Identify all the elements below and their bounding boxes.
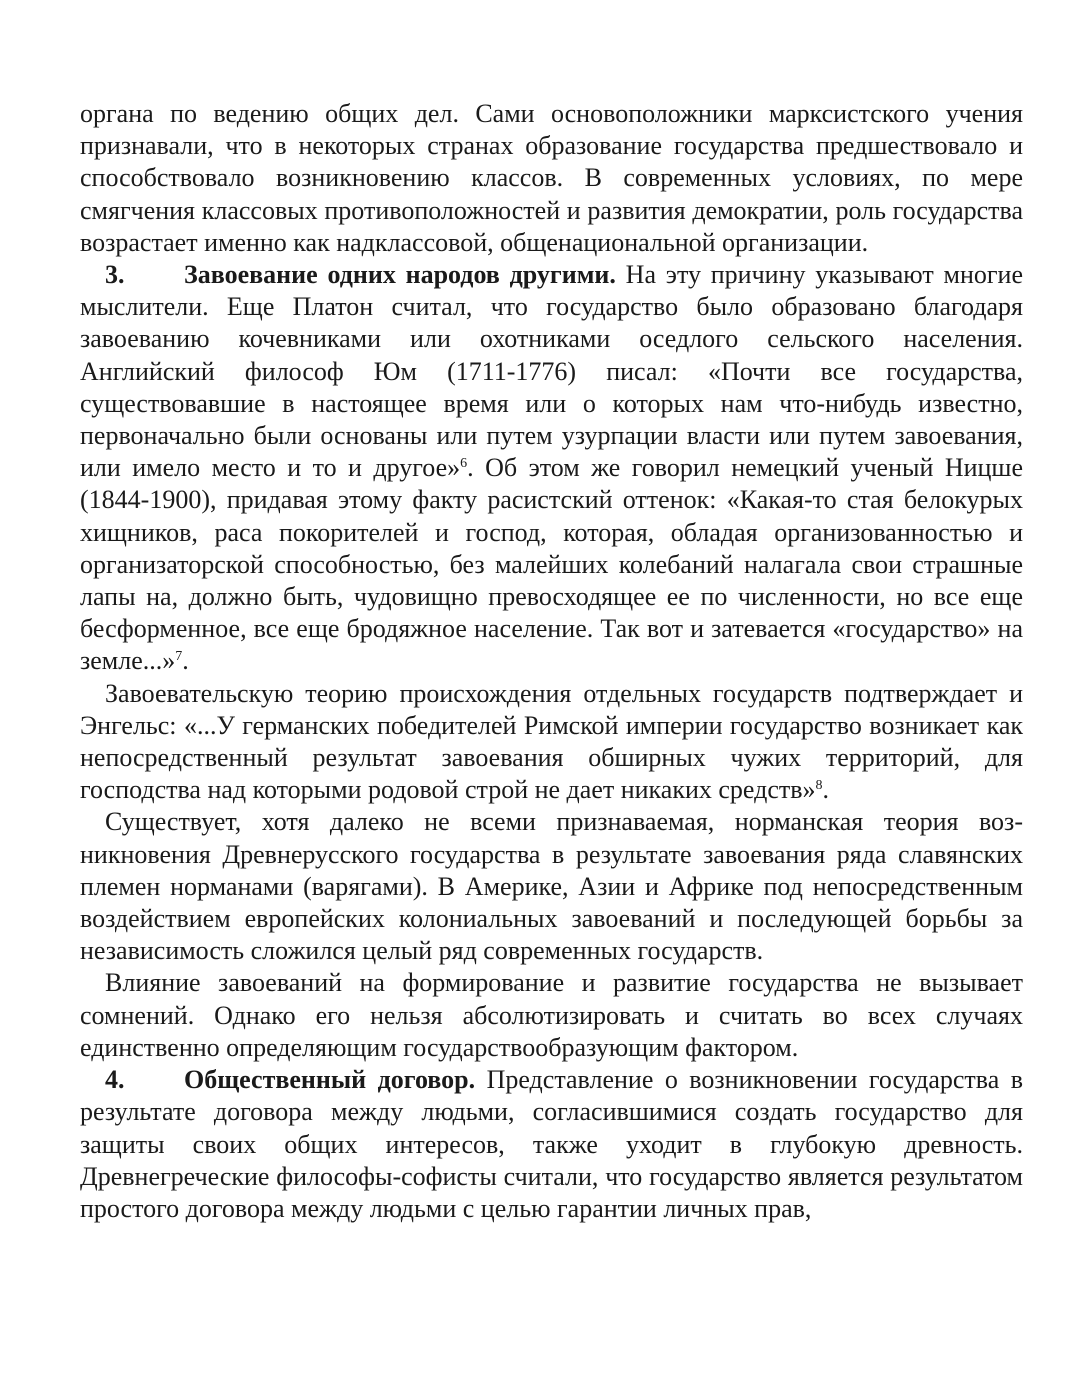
footnote-ref-6: 6 bbox=[460, 456, 468, 472]
section-4-text: Представление о возникновении государства в результате договора между людьми, согласившимися создать государство для защиты своих общих интересов, также уходит в глубокую древность. Древнегреческие философы-софисты считали, что государство является результатом простого договора между людьми с целью гарантии личных прав, bbox=[80, 1065, 1024, 1223]
paragraph-engels-text: Завоевательскую теорию происхождения отдельных государств подтверждает и Энгельс: «...У германских победителей Римской империи государство возникает как непосредственный результат завоевания обширных чужих территорий, для господства над которыми родовой строй не дает никаких средств» bbox=[80, 678, 1023, 805]
section-4 bbox=[80, 1064, 1023, 1225]
paragraph-engels bbox=[80, 678, 1023, 807]
paragraph-engels-end: . bbox=[822, 775, 830, 805]
section-3-text-b: . Об этом же говорил немецкий ученый Ницше (1844-1900), придавая этому факту расистский оттенок: «Какая-то стая белокурых хищников, раса покорителей и господ, которая, обладая организованностью и организаторской способностью, без малейших колебаний налагала свои страшные лапы на, должно быть, чудовищно превосходящее ее по численности, но все еще бесформенное, все еще бродяжное население. Так вот и затевается «государство» на земле...» bbox=[80, 453, 1023, 676]
section-3-text-c: . bbox=[182, 646, 189, 676]
paragraph-conquest-influence: Влияние завоеваний на формирование и развитие государства не вызывает сомнений. Однако его нельзя абсолютизировать и считать во всех случаях единственно определяющим государствообразующим фактором. bbox=[80, 968, 1023, 1062]
paragraph-continuation: органа по ведению общих дел. Сами основоположники марксистского учения признавали, что в некоторых странах образование государства предшествовало и способствовало возникновению классов. В современных условиях, по мере смягчения классовых противоположностей и развития демократии, роль государства возрастает именно как надклассовой, общенациональной организации. bbox=[80, 99, 1023, 257]
footnote-ref-8: 8 bbox=[815, 778, 823, 794]
section-4-number: 4. bbox=[105, 1065, 125, 1095]
paragraph-norman-theory: Существует, хотя далеко не всеми признаваемая, норманская теория возникновения Древнерусского государства в результате завоевания ряда славянских племен норманами (варягами). В Америке, Азии и Африке под непосредственным воздействием европейских колониальных завоеваний и последующей борьбы за независимость сложился целый ряд современных государств. bbox=[80, 807, 1023, 966]
section-3-number: 3. bbox=[105, 260, 125, 290]
section-4-title: Общественный договор. bbox=[184, 1065, 476, 1095]
section-3 bbox=[80, 259, 1023, 678]
document-page bbox=[80, 98, 1023, 1225]
footnote-ref-7: 7 bbox=[175, 649, 183, 665]
section-3-text-a: На эту причину указывают многие мыслители. Еще Платон считал, что государство было образовано благодаря завоеванию кочевниками или охотниками оседлого сельского населения. Английский философ Юм (1711-1776) писал: «Почти все государства, существовавшие в настоящее время или о которых нам что-нибудь известно, первоначально были основаны или путем узурпации власти или путем завоевания, или имело место и то и другое» bbox=[80, 260, 1023, 483]
section-3-title: Завоевание одних народов другими. bbox=[184, 260, 616, 290]
